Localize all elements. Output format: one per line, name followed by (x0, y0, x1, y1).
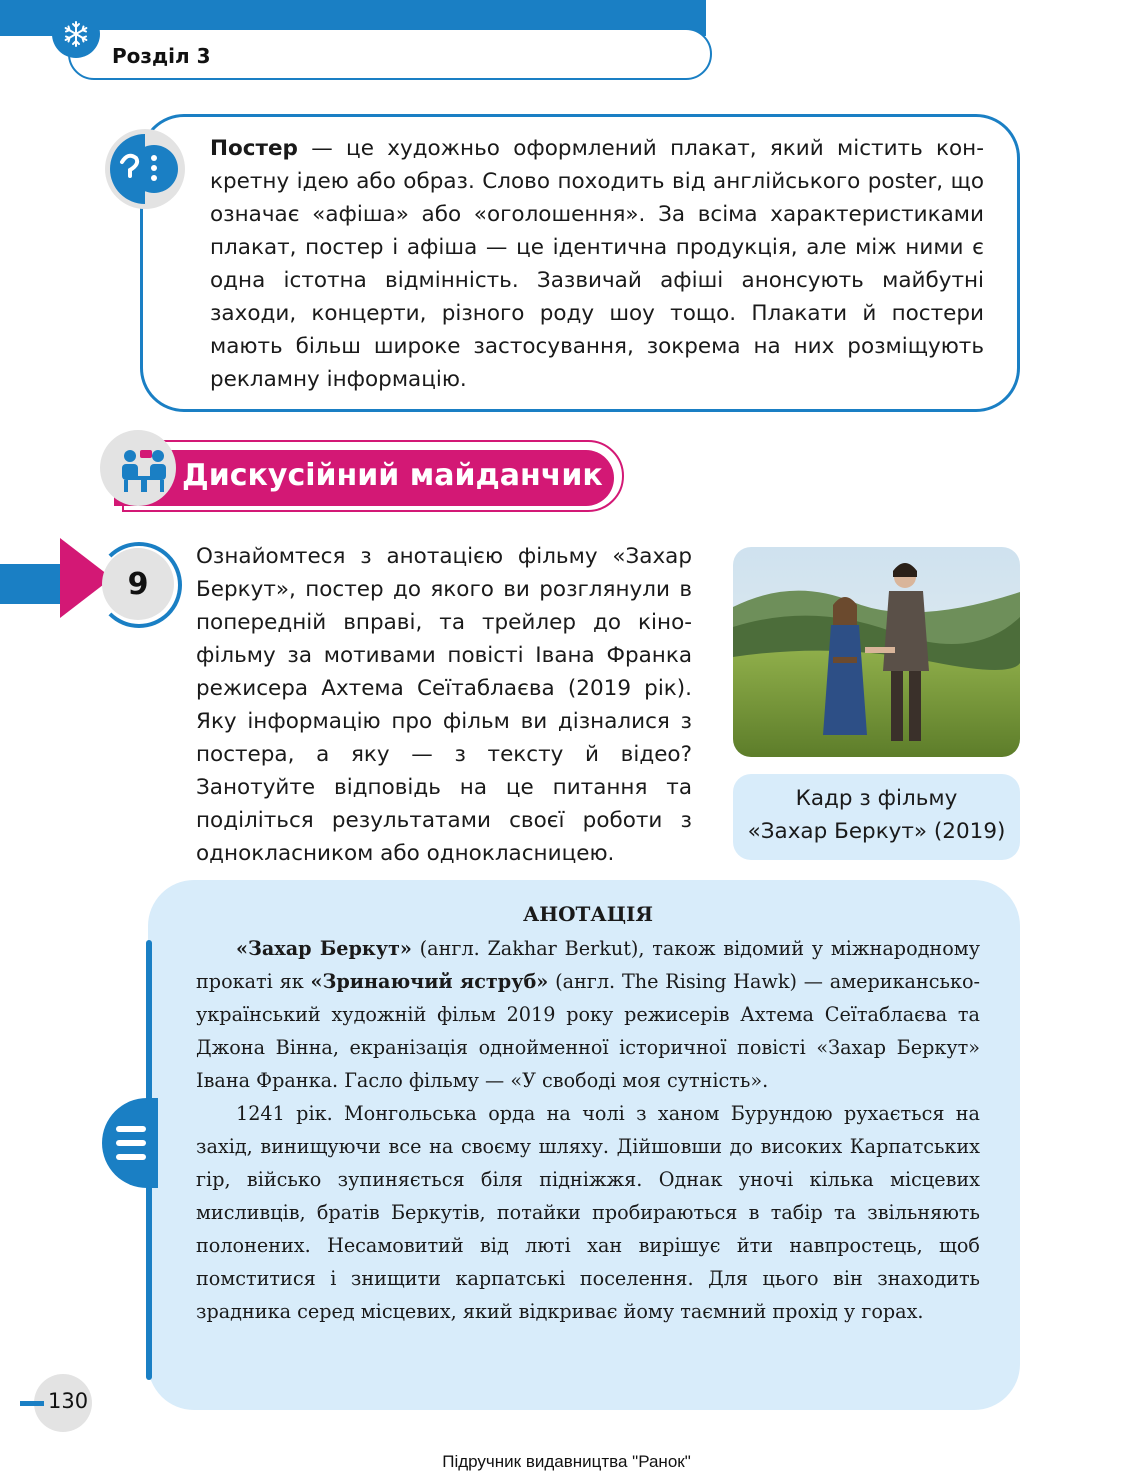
film-title-ua: «Захар Беркут» (236, 937, 412, 960)
discussion-title: Дискусійний майданчик (182, 458, 603, 493)
section-title: Розділ 3 (112, 44, 211, 68)
definition-text (210, 132, 984, 396)
page-number: 130 (48, 1389, 89, 1413)
task-number: 9 (102, 548, 174, 620)
annotation-paragraph-1 (196, 932, 980, 1097)
annotation-title: АНОТАЦІЯ (522, 902, 654, 926)
film-still-image (733, 547, 1020, 757)
photo-caption-line2: «Захар Беркут» (2019) (747, 819, 1006, 844)
annotation-p1-part2: (англ. The Rising Hawk) — американсько-український художній фільм 2019 року режисерів Ахтема Сеїтаблаєва та Джона Вінна, екранізація однойменної історичної повісті «Захар Беркут» Івана Франка. Гасло фільму — «У свободі моя сутність». (196, 970, 980, 1092)
photo-caption (733, 782, 1020, 848)
definition-body: — це художньо оформлений плакат, який містить конкретну ідею або образ. Слово походить від англійського poster, що означає «афіша» або «оголошення». За всіма характеристиками плакат, постер і афіша — це ідентична продукція, але між ними є одна істотна відмінність. Зазвичай афіші анонсують майбутні заходи, концерти, різного роду шоу тощо. Плакати й постери мають більш широке застосування, зокрема на них розміщують рекламну інформацію. (210, 136, 984, 392)
page-number-dash (20, 1401, 44, 1406)
annotation-paragraph-2: 1241 рік. Монгольська орда на чолі з ханом Бурундою рухається на захід, винищуючи все на своєму шляху. Дійшовши до високих Карпатських гір, військо зупиняється біля підніжжя. Однак уночі кілька місцевих мисливців, братів Беркутів, потайки пробираються в табір та звільняють полонених. Несамовитий від люті хан вирішує йти навпростець, щоб помститися і знищити карпатські поселення. Для цього він знаходить зрадника серед місцевих, який відкриває йому таємний прохід у горах. (196, 1102, 980, 1323)
snowflake-icon (52, 10, 100, 58)
publisher-footer: Підручник видавництва "Ранок" (442, 1452, 691, 1471)
annotation-p1-part1: (англ. Zakhar Berkut), також відомий у міжнародному прокаті як (196, 937, 980, 993)
annotation-text (196, 932, 980, 1328)
photo-caption-line1: Кадр з фільму (795, 786, 958, 811)
question-icon (102, 126, 188, 212)
film-alt-title: «Зринаючий яструб» (310, 970, 549, 993)
text-lines-icon (102, 1098, 158, 1188)
discussion-people-icon (118, 446, 170, 494)
task-text: Ознайомтеся з анотацією фільму «Захар Беркут», постер до якого ви розглянули в попередній вправі, та трейлер до кінофільму за мотивами повісті Івана Франка режисера Ахтема Сеїтаблаєва (2019 рік). Яку інформацію про фільм ви дізналися з постера, а яку — з тексту й відео? Занотуйте відповідь на це питання та поділіться результатами своєї роботи з однокласником або однокласницею. (196, 544, 692, 866)
definition-term: Постер (210, 136, 298, 161)
